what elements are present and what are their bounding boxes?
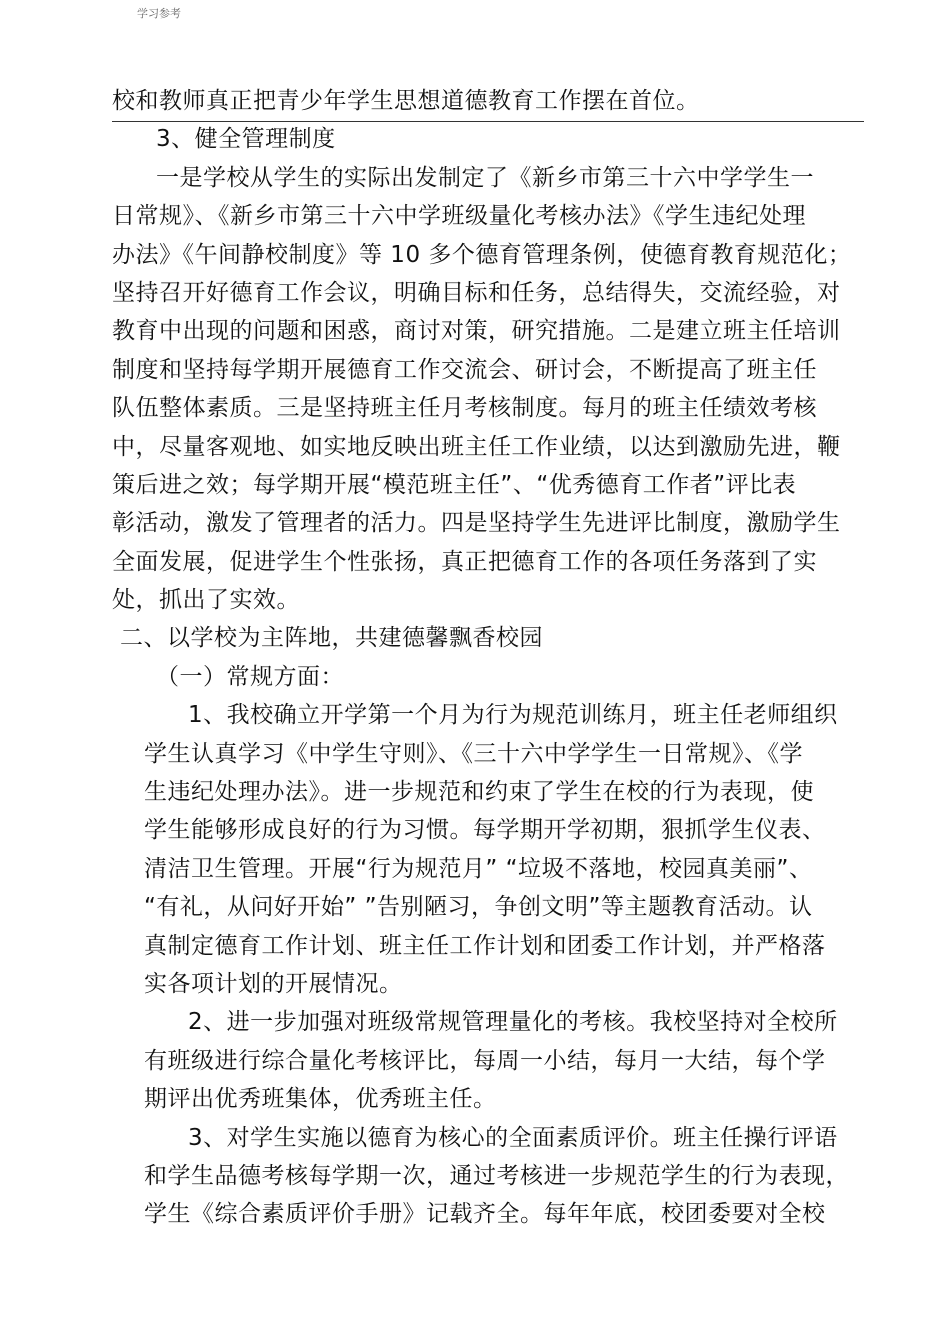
- text-line: 中，尽量客观地、如实地反映出班主任工作业绩，以达到激励先进，鞭: [112, 433, 841, 460]
- page-header-note: 学习参考: [137, 7, 181, 20]
- text-line: 一是学校从学生的实际出发制定了《新乡市第三十六中学学生一: [156, 164, 814, 191]
- text-line: 办法》《午间静校制度》等 10 多个德育管理条例，使德育教育规范化；: [112, 241, 852, 268]
- text-line: （一）常规方面：: [156, 663, 344, 690]
- text-line: 处，抓出了实效。: [112, 587, 300, 614]
- text-line: 策后进之效；每学期开展“模范班主任”、“优秀德育工作者”评比表: [112, 471, 797, 498]
- text-line: 2、进一步加强对班级常规管理量化的考核。我校坚持对全校所: [188, 1009, 838, 1036]
- text-line: 1、我校确立开学第一个月为行为规范训练月，班主任老师组织: [188, 702, 838, 729]
- text-line: 有班级进行综合量化考核评比，每周一小结，每月一大结，每个学: [144, 1047, 826, 1074]
- text-line: 学生《综合素质评价手册》记载齐全。每年年底，校团委要对全校: [144, 1201, 826, 1228]
- text-line: 彰活动，激发了管理者的活力。四是坚持学生先进评比制度，激励学生: [112, 510, 841, 537]
- text-line: 期评出优秀班集体，优秀班主任。: [144, 1086, 497, 1113]
- text-line: 和学生品德考核每学期一次，通过考核进一步规范学生的行为表现，: [144, 1162, 849, 1189]
- text-line: 制度和坚持每学期开展德育工作交流会、研讨会，不断提高了班主任: [112, 356, 817, 383]
- text-line: 清洁卫生管理。开展“行为规范月” “垃圾不落地，校园真美丽”、: [144, 855, 813, 882]
- text-line: 日常规》、《新乡市第三十六中学班级量化考核办法》《学生违纪处理: [112, 203, 806, 230]
- text-line: 全面发展，促进学生个性张扬，真正把德育工作的各项任务落到了实: [112, 548, 817, 575]
- text-line: 教育中出现的问题和困惑，商讨对策，研究措施。二是建立班主任培训: [112, 318, 841, 345]
- text-line: 学生能够形成良好的行为习惯。每学期开学初期，狠抓学生仪表、: [144, 817, 826, 844]
- text-line: 生违纪处理办法》。进一步规范和约束了学生在校的行为表现，使: [144, 779, 814, 806]
- text-line: 真制定德育工作计划、班主任工作计划和团委工作计划，并严格落: [144, 932, 826, 959]
- text-line: 二、以学校为主阵地，共建德馨飘香校园: [120, 625, 543, 652]
- document-body: [112, 82, 867, 1234]
- text-line: “有礼，从问好开始” ”告别陋习，争创文明”等主题教育活动。认: [144, 894, 813, 921]
- text-line: 校和教师真正把青少年学生思想道德教育工作摆在首位。: [112, 88, 700, 114]
- text-line: 坚持召开好德育工作会议，明确目标和任务，总结得失，交流经验，对: [112, 279, 841, 306]
- text-line: 队伍整体素质。三是坚持班主任月考核制度。每月的班主任绩效考核: [112, 395, 817, 422]
- text-line: 学生认真学习《中学生守则》、《三十六中学学生一日常规》、《学: [144, 740, 803, 767]
- text-line: 3、健全管理制度: [156, 126, 336, 153]
- text-line: 3、对学生实施以德育为核心的全面素质评价。班主任操行评语: [188, 1124, 838, 1151]
- text-line: 实各项计划的开展情况。: [144, 970, 403, 997]
